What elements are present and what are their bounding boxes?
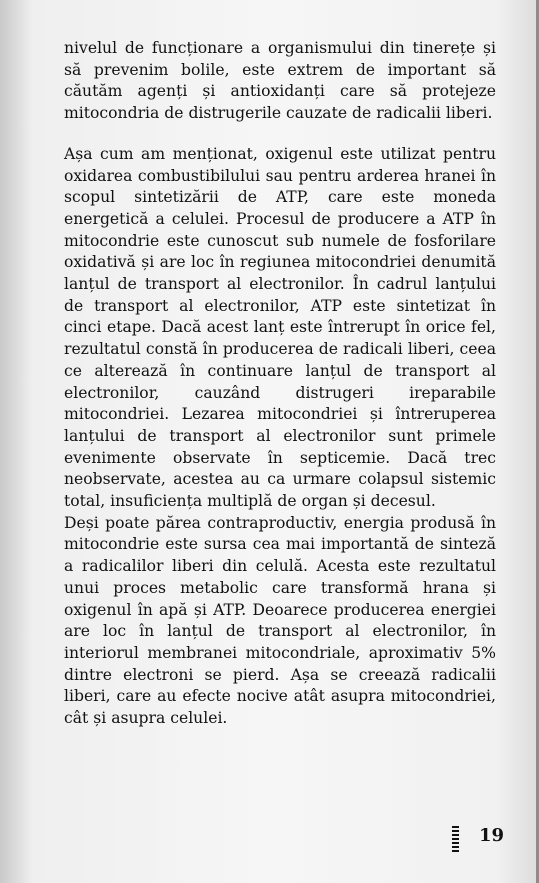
page-text	[64, 38, 496, 730]
paragraph-2: Așa cum am menționat, oxigenul este utilizat pentru oxidarea combustibilului sau pentru arderea hranei în scopul sintetizării de ATP, care este moneda energetică a celulei. Procesul de producere a ATP în mitocondrie este cunoscut sub numele de fosforilare oxidativă și are loc în regiunea mitocondriei denumită lanțul de transport al electronilor. În cadrul lanțului de transport al electronilor, ATP este sintetizat în cinci etape. Dacă acest lanț este întrerupt în orice fel, rezultatul constă în producerea de radicali liberi, ceea ce alterează în continuare lanțul de transport al electronilor, cauzând distrugeri ireparabile mitocondriei. Lezarea mitocondriei și întreruperea lanțului de transport al electronilor sunt primele evenimente observate în septicemie. Dacă trec neobservate, acestea au ca urmare colapsul sistemic total, insuficiența multiplă de organ și decesul.	[64, 144, 496, 511]
paragraph-3: Deși poate părea contraproductiv, energia produsă în mitocondrie este sursa cea mai importantă de sinteză a radicalilor liberi din celulă. Acesta este rezultatul unui proces metabolic care transformă hrana și oxigenul în apă și ATP. Deoarece producerea energiei are loc în lanțul de transport al electronilor, în interiorul membranei mitocondriale, aproximativ 5% dintre electroni se pierd. Așa se creează radicalii liberi, care au efecte nocive atât asupra mitocondriei, cât și asupra celulei.	[64, 513, 496, 728]
page-marker-icon	[452, 826, 459, 854]
page-footer	[0, 818, 539, 858]
paragraph-1: nivelul de funcționare a organismului din tinerețe și să prevenim bolile, este extrem de important să căutăm agenți și antioxidanți care să protejeze mitocondria de distrugerile cauzate de radicalii liberi.	[64, 39, 496, 123]
page-number: 19	[479, 825, 505, 846]
paragraph-spacing	[64, 125, 496, 144]
